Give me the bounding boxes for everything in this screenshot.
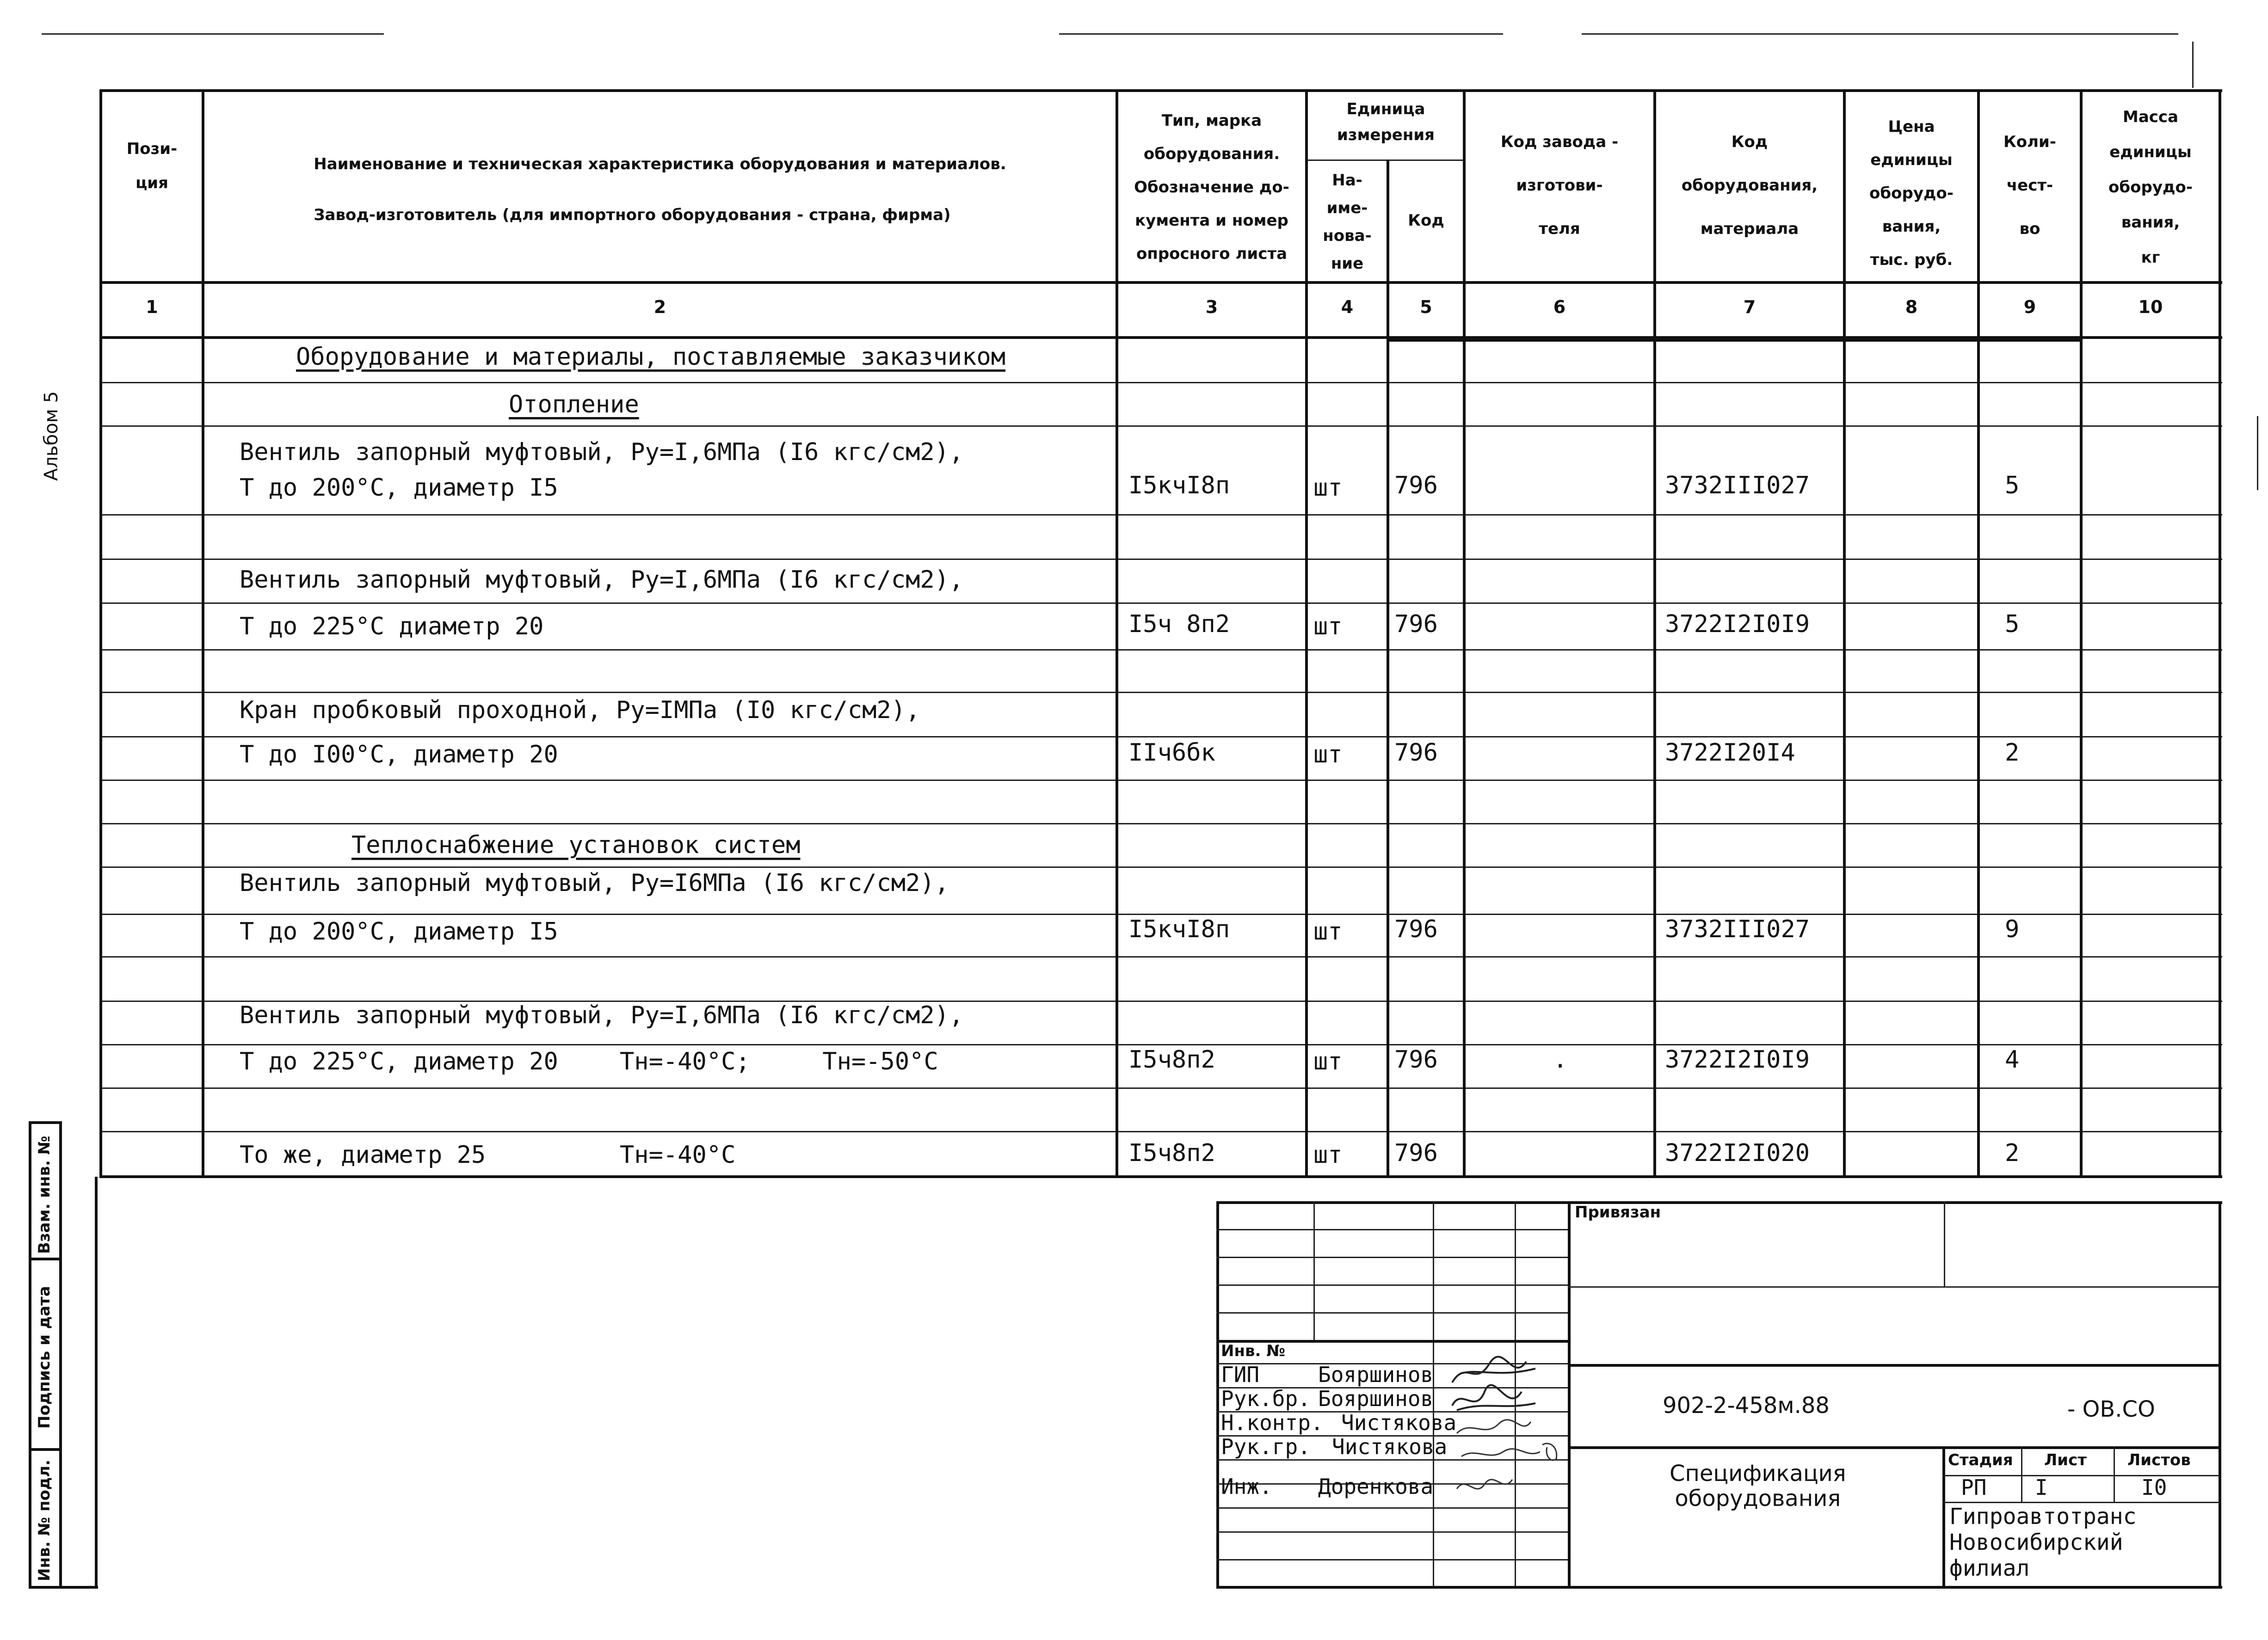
header-unit-name: На- име- нова- ние (1323, 171, 1372, 273)
item-unit: шт (1313, 613, 1343, 640)
header-equipment-code: Код оборудования, материала (1681, 133, 1818, 238)
doc-title: Спецификация оборудования (1670, 1461, 1846, 1511)
item-type: I5ч8п2 (1128, 1046, 1215, 1074)
item-unit-code: 796 (1394, 915, 1438, 943)
item-unit: шт (1313, 1141, 1343, 1169)
item-name: Т до 225°С диаметр 20 (240, 613, 544, 640)
item-type: I5кчI8п (1128, 472, 1230, 499)
replace-inv-label: Взам. инв. № (35, 1136, 54, 1254)
item-name: Вентиль запорный муфтовый, Ру=I,6МПа (I6 кгс/см2), (240, 566, 964, 594)
item-qty: 2 (2005, 1139, 2020, 1167)
header-quantity: Коли- чест- во (2003, 133, 2056, 238)
item-name: То же, диаметр 25 (240, 1141, 486, 1169)
header-price: Цена единицы оборудо- вания, тыс. руб. (1869, 117, 1954, 269)
colnum-5: 5 (1420, 297, 1432, 317)
item-qty: 2 (2005, 739, 2020, 767)
organization: Гипроавтотранс Новосибирский филиал (1949, 1504, 2137, 1581)
colnum-2: 2 (653, 297, 666, 317)
item-unit: шт (1313, 1048, 1343, 1075)
colnum-7: 7 (1743, 297, 1756, 317)
album-label: Альбом 5 (41, 391, 62, 481)
staff-name: Доренкова (1318, 1474, 1434, 1499)
colnum-3: 3 (1205, 297, 1218, 317)
item-code: 3722I2I020 (1665, 1139, 1810, 1167)
item-name: Т до I00°С, диаметр 20 (240, 741, 558, 768)
colnum-4: 4 (1341, 297, 1354, 317)
signature-4 (1457, 1438, 1563, 1466)
attached-label: Привязан (1575, 1203, 1661, 1222)
section-title: Оборудование и материалы, поставляемые заказчиком (296, 343, 1006, 371)
header-type: Тип, марка оборудования. Обозначение до- кумента и номер опросного листа (1134, 111, 1289, 263)
item-unit: шт (1313, 741, 1343, 768)
item-name: Вентиль запорный муфтовый, Ру=I,6МПа (I6 кгс/см2), (240, 438, 964, 466)
orig-inv-label: Инв. № подл. (35, 1459, 54, 1581)
item-name: Вентиль запорный муфтовый, Ру=I,6МПа (I6 кгс/см2), (240, 1001, 964, 1029)
staff-name: Чистякова (1332, 1434, 1448, 1459)
colnum-1: 1 (146, 297, 158, 317)
right-edge-tick (2257, 416, 2258, 490)
colnum-9: 9 (2023, 297, 2036, 317)
staff-role: ГИП (1221, 1362, 1260, 1387)
section-title: Теплоснабжение установок систем (351, 831, 801, 859)
staff-name: Чистякова (1341, 1410, 1457, 1435)
staff-name: Бояршинов (1318, 1362, 1434, 1387)
header-unit: Единица измерения (1337, 100, 1435, 144)
item-name: Т до 200°С, диаметр I5 (240, 474, 558, 502)
item-name: Вентиль запорный муфтовый, Ру=I6МПа (I6 кгс/см2), (240, 869, 949, 897)
item-unit-code: 796 (1394, 1046, 1438, 1074)
item-unit: шт (1313, 474, 1343, 502)
staff-role: Рук.бр. (1221, 1386, 1311, 1411)
item-unit-code: 796 (1394, 739, 1438, 767)
item-type: I5ч 8п2 (1128, 610, 1230, 638)
item-qty: 9 (2005, 915, 2020, 943)
doc-code: 902-2-458м.88 (1663, 1393, 1830, 1419)
item-unit-code: 796 (1394, 1139, 1438, 1167)
item-name: Т до 225°С, диаметр 20 (240, 1048, 558, 1075)
sheets-value: I0 (2141, 1475, 2167, 1500)
item-unit-code: 796 (1394, 472, 1438, 499)
sheets-label: Листов (2127, 1451, 2191, 1469)
colnum-6: 6 (1553, 297, 1566, 317)
item-code: 3732III027 (1665, 915, 1810, 943)
top-line-right2 (1582, 33, 2178, 35)
item-code: 3722I2I0I9 (1665, 610, 1810, 638)
top-line-right (1059, 33, 1503, 35)
item-code: 3722I2I0I9 (1665, 1046, 1810, 1074)
staff-role: Инж. (1221, 1474, 1272, 1499)
header-mass: Масса единицы оборудо- вания, кг (2108, 108, 2193, 267)
staff-role: Рук.гр. (1221, 1434, 1311, 1459)
item-qty: 5 (2005, 472, 2020, 499)
item-type: I5кчI8п (1128, 915, 1230, 943)
inv-label: Инв. № (1221, 1342, 1286, 1360)
item-name: Кран пробковый проходной, Ру=IМПа (I0 кгс/см2), (240, 696, 920, 724)
sheet-value: I (2035, 1475, 2048, 1500)
header-factory-code: Код завода - изготови- теля (1500, 133, 1619, 238)
staff-role: Н.контр. (1221, 1410, 1324, 1435)
staff-name: Бояршинов (1318, 1386, 1434, 1411)
header-unit-code: Код (1408, 211, 1444, 230)
item-unit: шт (1313, 918, 1343, 946)
top-line-left (42, 33, 384, 35)
item-qty: 4 (2005, 1046, 2020, 1074)
stage-value: РП (1961, 1475, 1987, 1500)
top-right-tick (2192, 42, 2194, 88)
item-extra: Тн=-40°С (620, 1141, 736, 1169)
header-name: Наименование и техническая характеристика оборудования и материалов. Завод-изготовитель (для импортного оборудования - страна, фирма) (314, 155, 1006, 224)
signature-5 (1452, 1470, 1517, 1503)
sign-date-label: Подпись и дата (35, 1286, 54, 1429)
sheet-label: Лист (2044, 1451, 2087, 1469)
header-position: Пози- ция (126, 140, 178, 192)
colnum-10: 10 (2138, 297, 2163, 317)
item-qty: 5 (2005, 610, 2020, 638)
item-unit-code: 796 (1394, 610, 1438, 638)
stage-label: Стадия (1948, 1451, 2013, 1469)
item-extra: Тн=-40°С; Тн=-50°С (620, 1048, 938, 1075)
doc-suffix: - ОВ.СО (2067, 1396, 2155, 1422)
item-type: IIч6бк (1128, 739, 1215, 767)
section-title: Отопление (509, 391, 639, 418)
item-factory-code: . (1553, 1046, 1568, 1074)
item-name: Т до 200°С, диаметр I5 (240, 918, 558, 946)
item-type: I5ч8п2 (1128, 1139, 1215, 1167)
colnum-8: 8 (1905, 297, 1918, 317)
item-code: 3732III027 (1665, 472, 1810, 499)
item-code: 3722I20I4 (1665, 739, 1795, 767)
